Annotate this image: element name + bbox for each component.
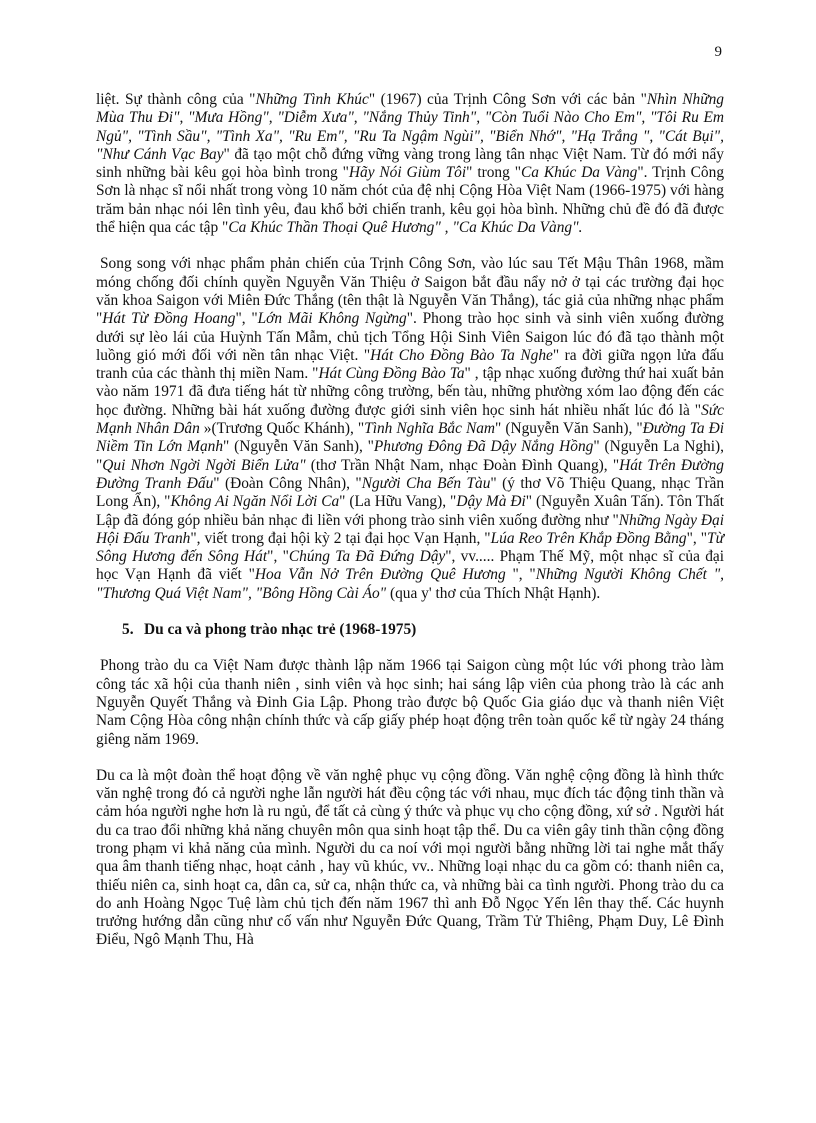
text-run: " (1967) của Trịnh Công Sơn với các bản " bbox=[368, 91, 647, 108]
italic-title: Hoa Vẫn Nở Trên Đường Quê Hương bbox=[254, 566, 506, 584]
paragraph-4: Du ca là một đoàn thể hoạt động về văn nghệ phục vụ cộng đồng. Văn nghệ cộng đồng là hình thức văn nghệ trong đó cả người nghe lẫn người hát đều cộng tác với nhau, mục đích tác động tinh thần và cảm hóa người nghe hơn là ru ngủ, để tất cả cùng ý thức và phục vụ cho cộng đồng, xứ sở . Người hát du ca trao đổi những khả năng chuyên môn qua sinh hoạt tập thể. Du ca viên gây tinh thần cộng đồng trong phạm vi khả năng của mình. Người du ca noí với mọi người bằng những lời tai nghe mắt thấy qua âm thanh tiếng nhạc, hoạt cảnh , hay vũ khúc, vv.. Những loại nhạc du ca gồm có: thanh niên ca, thiếu niên ca, sinh hoạt ca, dân ca, sử ca, nhận thức ca, và những bài ca tình người. Phong trào du ca do anh Hoàng Ngọc Tuệ làm chủ tịch đến năm 1967 thì anh Đỗ Ngọc Yến lên thay thế. Các huynh trưởng hướng dẫn cũng như cố vấn như Nguyễn Đức Quang, Trầm Tử Thiêng, Phạm Duy, Lê Đình Điểu, Ngô Mạnh Thu, Hà bbox=[96, 766, 724, 949]
italic-title: Những Ngày Đại Hội Đấu Tranh bbox=[96, 511, 724, 547]
section-heading bbox=[96, 621, 724, 639]
italic-title: Lớn Mãi Không Ngừng bbox=[257, 310, 407, 328]
paragraph-2 bbox=[96, 255, 724, 603]
text-run: (thơ Trần Nhật Nam, nhạc Đoàn Đình Quang), " bbox=[305, 456, 620, 474]
text-run: (qua y' thơ của Thích Nhật Hạnh). bbox=[386, 584, 601, 602]
italic-title: Qui Nhơn Ngời Ngời Biển Lửa" bbox=[102, 456, 306, 474]
text-run: " ra đời giữa ngọn lửa đấu tranh của các thành thị miền Nam. " bbox=[96, 346, 724, 383]
italic-title: Đường Ta Đi Niềm Tin Lớn Mạnh bbox=[96, 420, 724, 456]
text-run: " trong " bbox=[466, 164, 521, 182]
italic-title: Không Ai Ngăn Nổi Lời Ca bbox=[170, 493, 340, 511]
section-number: 5. bbox=[122, 621, 134, 639]
text-run: ", " bbox=[686, 529, 708, 547]
italic-title: Dậy Mà Đi bbox=[456, 493, 526, 511]
text-run: " (Nguyễn La Nghi), " bbox=[96, 438, 724, 474]
text-run: " (Nguyễn Văn Sanh), " bbox=[223, 438, 374, 456]
italic-title: Từ Sông Hương đến Sông Hát bbox=[96, 529, 724, 566]
text-run: " (Nguyễn Xuân Tấn). Tôn Thất Lập đã đóng góp nhiều bản nhạc đi liền với phong trào sinh viên xuống đường như " bbox=[96, 493, 724, 529]
paragraph-3: Phong trào du ca Việt Nam được thành lập năm 1966 tại Saigon cùng một lúc với phong trào làm công tác xã hội của thanh niên , sinh viên và học sinh; hai sáng lập viên của phong trào là các anh Nguyễn Quyết Thắng và Đinh Gia Lập. Phong trào được bộ Quốc Gia giáo dục và thanh niên Việt Nam Cộng Hòa công nhận chính thức và cấp giấy phép hoạt động trên toàn quốc kể từ ngày 24 tháng giêng năm 1969. bbox=[96, 657, 724, 748]
italic-title: Phương Đông Đã Dậy Nắng Hồng bbox=[373, 438, 594, 456]
italic-title: Hát Từ Đồng Hoang bbox=[102, 310, 236, 328]
italic-title: Tình Nghĩa Bắc Nam bbox=[364, 420, 496, 438]
text-run: ", vv..... Phạm Thế Mỹ, một nhạc sĩ của đại học Vạn Hạnh đã viết " bbox=[96, 548, 724, 584]
text-run: Song song với nhạc phẩm phản chiến của Trịnh Công Sơn, vào lúc sau Tết Mậu Thân 1968, mầm móng chống đối chính quyền Nguyễn Văn Thiệu ở Saigon bắt đầu nẩy nở ở tại các trường đại học văn khoa Saigon với Miên Đức Thắng (tên thật là Nguyễn Văn Thắng), tác giả của những nhạc phẩm " bbox=[96, 255, 724, 328]
text-run: " đã tạo một chỗ đứng vững vàng trong làng tân nhạc Việt Nam. Từ đó mới nẩy sinh những bài kêu gọi hòa bình trong " bbox=[96, 145, 724, 182]
paragraph-1 bbox=[96, 91, 724, 237]
text-run: liệt. Sự thành công của " bbox=[96, 91, 256, 108]
text-run: ", " bbox=[267, 548, 289, 566]
text-run: »(Trương Quốc Khánh), " bbox=[199, 420, 365, 438]
document-body bbox=[96, 91, 724, 950]
italic-title: Lúa Reo Trên Khắp Đồng Bằng bbox=[490, 529, 687, 547]
italic-title: Hát Trên Đường Đường Tranh Đấu bbox=[96, 456, 724, 492]
text-run: ". Phong trào học sinh và sinh viên xuống đường dưới sự lèo lái của Huỳnh Tấn Mẫm, chủ tịch Tổng Hội Sinh Viên Saigon lúc đó đã tạo thành một luồng gió mới đối với nền tân nhạc Việt. " bbox=[96, 310, 724, 364]
italic-title: Chúng Ta Đã Đứng Dậy bbox=[288, 548, 446, 566]
text-run: " , tập nhạc xuống đường thứ hai xuất bản vào năm 1971 đã đưa tiếng hát từ những công trường, bến tàu, những phường xóm lao động đến các học đường. Những bài hát xuống đường được giới sinh viên học sinh hát nhiều nhất lúc đó là " bbox=[96, 365, 724, 419]
italic-title: Hãy Nói Giùm Tôi bbox=[348, 164, 467, 182]
italic-title: Hát Cùng Đồng Bào Ta bbox=[318, 365, 465, 383]
italic-title: Những Người Không Chết ", "Thương Quá Việt Nam", "Bông Hồng Cài Áo" bbox=[96, 566, 724, 602]
italic-title: Sức Mạnh Nhân Dân bbox=[96, 401, 724, 438]
italic-title: Người Cha Bến Tàu bbox=[361, 474, 491, 492]
text-run: " (Đoàn Công Nhân), " bbox=[213, 474, 362, 492]
page-number: 9 bbox=[714, 44, 722, 60]
text-run: ". Trịnh Công Sơn là nhạc sĩ nổi nhất trong vòng 10 năm chót của đệ nhị Cộng Hòa Việt Nam (1966-1975) với hàng trăm bản nhạc nói lên tình yêu, đau khổ bởi chiến tranh, kêu gọi hòa bình. Những chủ đề đó đã được thể hiện qua các tập " bbox=[96, 164, 725, 237]
text-run: ", viết trong đại hội kỳ 2 tại đại học Vạn Hạnh, " bbox=[190, 529, 491, 547]
text-run: " (ý thơ Võ Thiệu Quang, nhạc Trần Long Ẩn), " bbox=[96, 474, 725, 511]
italic-title: Nhìn Những Mùa Thu Đi", "Mưa Hồng", "Diễm Xưa", "Nắng Thủy Tinh", "Còn Tuổi Nào Cho Em", "Tôi Ru Em Ngủ", "Tình Sầu", "Tình Xa", "Ru Em", "Ru Ta Ngậm Ngùi", "Biển Nhớ", "Hạ Trắng ", "Cát Bụi", "Như Cánh Vạc Bay bbox=[96, 91, 724, 163]
italic-title: Những Tình Khúc bbox=[255, 91, 369, 108]
text-run: " (Nguyễn Văn Sanh), " bbox=[495, 420, 643, 438]
text-run: ", " bbox=[235, 310, 258, 328]
italic-title: Hát Cho Đồng Bào Ta Nghe bbox=[370, 346, 553, 364]
text-run: " (La Hữu Vang), " bbox=[339, 493, 457, 511]
italic-title: Ca Khúc Da Vàng bbox=[520, 164, 638, 182]
section-title: Du ca và phong trào nhạc trẻ (1968-1975) bbox=[144, 621, 417, 639]
text-run: ", " bbox=[505, 566, 536, 584]
italic-title: Ca Khúc Thần Thoại Quê Hương" , "Ca Khúc Da Vàng". bbox=[228, 219, 583, 237]
